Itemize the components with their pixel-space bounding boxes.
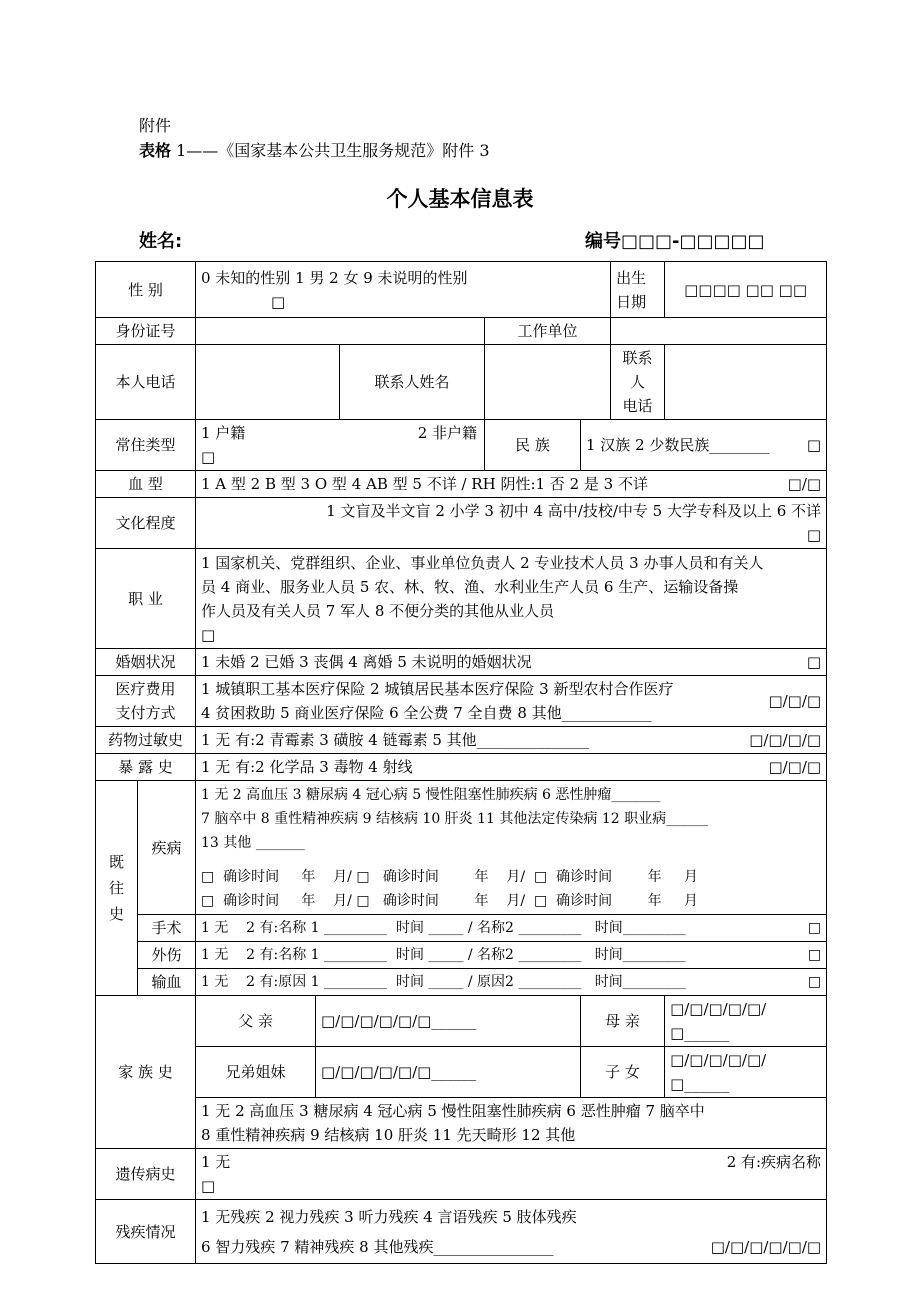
contact-name-field[interactable]: [485, 345, 611, 420]
drug-allergy-label: 药物过敏史: [96, 727, 196, 754]
gender-label: 性 别: [96, 262, 196, 318]
residence-opt2: 2 非户籍: [417, 424, 477, 442]
birth-label-line1: 出生: [616, 268, 647, 287]
genetic-opt2: 2 有:疾病名称: [726, 1153, 822, 1171]
trauma-text: 1 无 2 有:名称 1 _________ 时间 _____ / 名称2 _________ 时间_________: [201, 947, 686, 963]
occupation-label: 职 业: [96, 549, 196, 649]
exposure-checkboxes[interactable]: □/□/□: [768, 758, 822, 776]
surgery-label: 手术: [138, 915, 196, 942]
disease-label: 疾病: [138, 781, 196, 915]
contact-phone-label-line1: 联系人: [622, 349, 653, 391]
education-field[interactable]: [196, 498, 827, 549]
disability-checkboxes[interactable]: □/□/□/□/□/□: [710, 1237, 822, 1256]
blood-type-field[interactable]: [196, 471, 827, 498]
allergy-checkboxes[interactable]: □/□/□/□: [749, 731, 822, 749]
residence-opt1: 1 户籍: [201, 424, 246, 442]
surgery-field[interactable]: [196, 915, 827, 942]
genetic-history-label: 遗传病史: [96, 1149, 196, 1200]
payment-method-label: [96, 676, 196, 727]
disease-line1: 1 无 2 高血压 3 糖尿病 4 冠心病 5 慢性阻塞性肺疾病 6 恶性肿瘤_______: [201, 786, 661, 803]
allergy-options: 1 无 有:2 青霉素 3 磺胺 4 链霉素 5 其他_______________: [201, 731, 590, 749]
trauma-field[interactable]: [196, 942, 827, 969]
id-number-field[interactable]: [196, 318, 485, 345]
attachment-label: 附件: [139, 116, 172, 135]
disability-line2: 6 智力残疾 7 精神残疾 8 其他残疾________________: [201, 1237, 554, 1256]
payment-checkboxes[interactable]: □/□/□: [768, 692, 822, 710]
education-options: 1 文盲及半文盲 2 小学 3 初中 4 高中/技校/中专 5 大学专科及以上 6 不详: [326, 502, 822, 520]
occupation-checkbox[interactable]: □: [201, 625, 216, 644]
work-unit-field[interactable]: [611, 318, 827, 345]
ethnic-field[interactable]: [581, 420, 827, 471]
page-title: 个人基本信息表: [386, 187, 534, 211]
trauma-label: 外伤: [138, 942, 196, 969]
contact-phone-field[interactable]: [665, 345, 827, 420]
genetic-checkbox[interactable]: □: [201, 1177, 216, 1195]
contact-phone-label-line2: 电话: [622, 397, 653, 415]
disability-line1: 1 无残疾 2 视力残疾 3 听力残疾 4 言语残疾 5 肢体残疾: [201, 1207, 577, 1226]
name-label: 姓名:: [139, 231, 183, 252]
transfusion-checkbox[interactable]: □: [807, 974, 822, 990]
blood-type-label: 血 型: [96, 471, 196, 498]
history-char-2: 往: [108, 879, 124, 897]
genetic-history-field[interactable]: [196, 1149, 827, 1200]
children-label: 子 女: [581, 1047, 665, 1098]
occupation-line2: 员 4 商业、服务业人员 5 农、林、牧、渔、水利业生产人员 6 生产、运输设备操: [201, 577, 739, 596]
gender-options: 0 未知的性别 1 男 2 女 9 未说明的性别: [201, 268, 468, 287]
id-number-label: 身份证号: [96, 318, 196, 345]
ethnic-checkbox[interactable]: □: [806, 436, 822, 454]
genetic-opt1: 1 无: [201, 1153, 231, 1171]
exposure-field[interactable]: [196, 754, 827, 781]
birth-date-label: [611, 262, 665, 318]
birth-date-field[interactable]: □□□□ □□ □□: [665, 262, 827, 318]
family-history-label: 家 族 史: [96, 996, 196, 1149]
surgery-checkbox[interactable]: □: [807, 920, 822, 936]
phone-field[interactable]: [196, 345, 340, 420]
disease-field[interactable]: [196, 781, 827, 915]
transfusion-field[interactable]: [196, 969, 827, 996]
payment-label-line1: 医疗费用: [115, 680, 176, 698]
residence-checkbox[interactable]: □: [201, 448, 216, 466]
residence-type-field[interactable]: [196, 420, 485, 471]
reference-bold: 表格: [139, 141, 172, 160]
father-field[interactable]: □/□/□/□/□/□______: [316, 996, 581, 1047]
personal-info-table: [95, 261, 827, 1264]
marital-status-label: 婚姻状况: [96, 649, 196, 676]
payment-method-field[interactable]: [196, 676, 827, 727]
ethnic-options: 1 汉族 2 少数民族________: [586, 436, 770, 454]
disease-line2: 7 脑卒中 8 重性精神疾病 9 结核病 10 肝炎 11 其他法定传染病 12 职业病______: [201, 810, 709, 827]
disease-line3: 13 其他 _______: [201, 834, 305, 851]
diagnosis-line1[interactable]: □ 确诊时间 年 月/ □ 确诊时间 年 月/ □ 确诊时间 年 月: [201, 868, 698, 885]
reference-line: [139, 138, 490, 161]
education-label: 文化程度: [96, 498, 196, 549]
serial-number-label: 编号□□□-□□□□□: [585, 231, 765, 252]
gender-checkbox[interactable]: □: [271, 292, 286, 311]
father-label: 父 亲: [196, 996, 316, 1047]
phone-label: 本人电话: [96, 345, 196, 420]
payment-label-line2: 支付方式: [115, 704, 176, 722]
mother-label: 母 亲: [581, 996, 665, 1047]
occupation-line3: 作人员及有关人员 7 军人 8 不便分类的其他从业人员: [201, 601, 555, 620]
reference-rest: 1——《国家基本公共卫生服务规范》附件 3: [171, 141, 490, 160]
work-unit-label: 工作单位: [485, 318, 611, 345]
contact-name-label: 联系人姓名: [340, 345, 485, 420]
siblings-label: 兄弟姐妹: [196, 1047, 316, 1098]
marital-checkbox[interactable]: □: [806, 653, 822, 671]
marital-options: 1 未婚 2 已婚 3 丧偶 4 离婚 5 未说明的婚姻状况: [201, 653, 532, 671]
marital-status-field[interactable]: [196, 649, 827, 676]
history-char-3: 史: [108, 905, 124, 923]
surgery-text: 1 无 2 有:名称 1 _________ 时间 _____ / 名称2 _________ 时间_________: [201, 920, 686, 936]
medical-history-label: [96, 781, 138, 996]
gender-field[interactable]: [196, 262, 611, 318]
exposure-label: 暴 露 史: [96, 754, 196, 781]
trauma-checkbox[interactable]: □: [807, 947, 822, 963]
birth-label-line2: 日期: [616, 292, 647, 311]
transfusion-text: 1 无 2 有:原因 1 _________ 时间 _____ / 原因2 _________ 时间_________: [201, 974, 686, 990]
blood-type-options: 1 A 型 2 B 型 3 O 型 4 AB 型 5 不详 / RH 阴性:1 否 2 是 3 不详: [201, 475, 648, 493]
mother-field[interactable]: □/□/□/□/□/□______: [665, 996, 827, 1047]
disability-field[interactable]: [196, 1200, 827, 1264]
occupation-line1: 1 国家机关、党群组织、企业、事业单位负责人 2 专业技术人员 3 办事人员和有关人: [201, 553, 764, 572]
exposure-options: 1 无 有:2 化学品 3 毒物 4 射线: [201, 758, 413, 776]
history-char-1: 既: [108, 853, 124, 871]
diagnosis-line2[interactable]: □ 确诊时间 年 月/ □ 确诊时间 年 月/ □ 确诊时间 年 月: [201, 892, 698, 909]
payment-line2: 4 贫困救助 5 商业医疗保险 6 全公费 7 全自费 8 其他____________: [201, 704, 652, 722]
payment-line1: 1 城镇职工基本医疗保险 2 城镇居民基本医疗保险 3 新型农村合作医疗: [201, 680, 674, 698]
family-line2: 8 重性精神疾病 9 结核病 10 肝炎 11 先天畸形 12 其他: [201, 1126, 576, 1144]
blood-type-checkboxes[interactable]: □/□: [787, 475, 822, 493]
drug-allergy-field[interactable]: [196, 727, 827, 754]
family-line1: 1 无 2 高血压 3 糖尿病 4 冠心病 5 慢性阻塞性肺疾病 6 恶性肿瘤 7 脑卒中: [201, 1102, 705, 1120]
disability-label: 残疾情况: [96, 1200, 196, 1264]
education-checkbox[interactable]: □: [806, 526, 822, 544]
transfusion-label: 输血: [138, 969, 196, 996]
occupation-field[interactable]: [196, 549, 827, 649]
siblings-field[interactable]: □/□/□/□/□/□______: [316, 1047, 581, 1098]
ethnic-label: 民 族: [485, 420, 581, 471]
contact-phone-label: [611, 345, 665, 420]
children-field[interactable]: □/□/□/□/□/□______: [665, 1047, 827, 1098]
family-disease-options: [196, 1098, 827, 1149]
residence-type-label: 常住类型: [96, 420, 196, 471]
